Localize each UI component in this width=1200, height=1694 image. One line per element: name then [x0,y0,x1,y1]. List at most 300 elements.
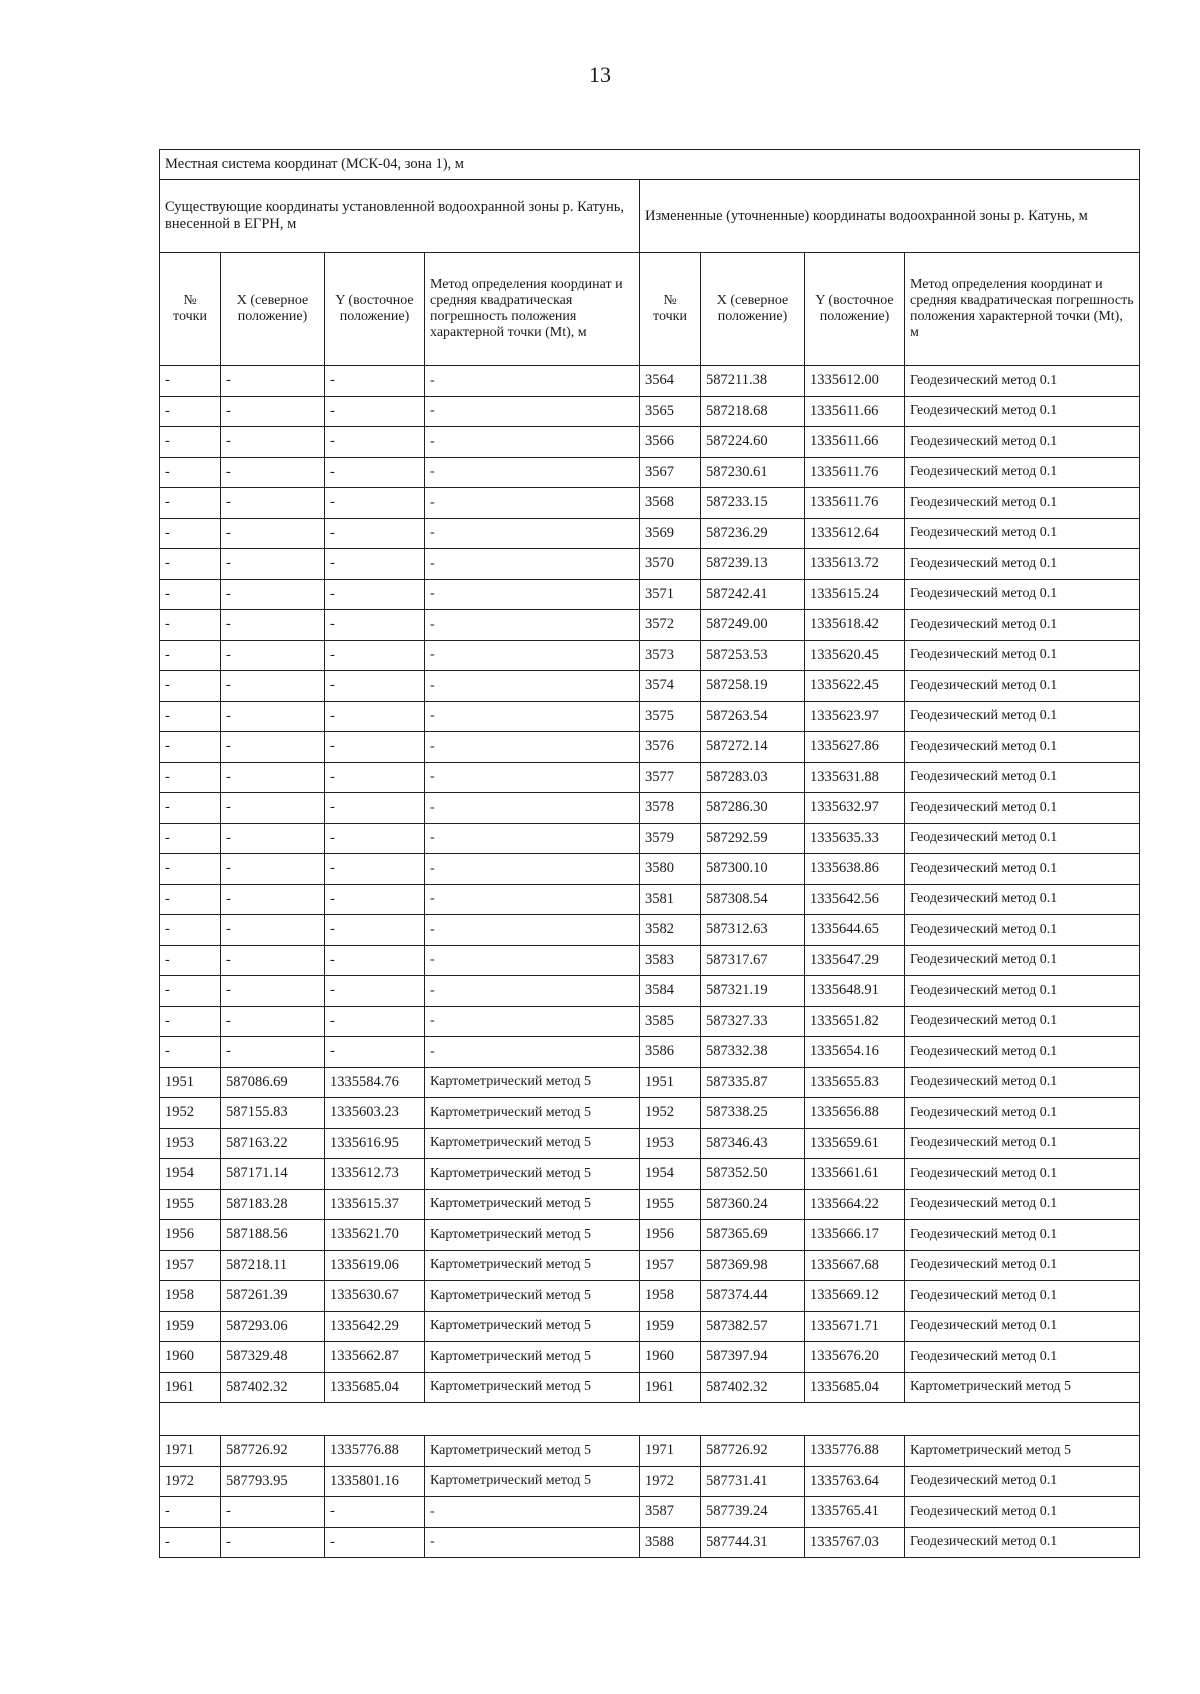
table-row [160,427,1140,458]
existing-y: - [325,1527,425,1558]
gap-row [160,1403,1140,1436]
changed-method: Геодезический метод 0.1 [905,1281,1140,1312]
existing-y: - [325,793,425,824]
changed-method: Геодезический метод 0.1 [905,640,1140,671]
changed-x: 587346.43 [701,1128,805,1159]
changed-point-num: 1960 [640,1342,701,1373]
existing-point-num: 1958 [160,1281,221,1312]
existing-y: 1335612.73 [325,1159,425,1190]
changed-method-header: Метод определения координат и средняя квадратическая погрешность положения характерной точки (Mt), м [905,253,1140,366]
changed-x: 587731.41 [701,1466,805,1497]
existing-x: - [221,976,325,1007]
existing-point-num: 1952 [160,1098,221,1129]
existing-method: - [425,366,640,397]
changed-method: Геодезический метод 0.1 [905,671,1140,702]
table-row [160,1189,1140,1220]
existing-x: 587163.22 [221,1128,325,1159]
changed-y: 1335611.76 [805,488,905,519]
existing-method: - [425,1527,640,1558]
table-row [160,1342,1140,1373]
existing-x: 587086.69 [221,1067,325,1098]
existing-y: - [325,915,425,946]
changed-y: 1335656.88 [805,1098,905,1129]
existing-x: - [221,396,325,427]
changed-y: 1335667.68 [805,1250,905,1281]
changed-method: Геодезический метод 0.1 [905,1497,1140,1528]
changed-method: Геодезический метод 0.1 [905,1189,1140,1220]
existing-method: - [425,1006,640,1037]
existing-x: 587726.92 [221,1436,325,1467]
changed-x: 587744.31 [701,1527,805,1558]
existing-x: - [221,884,325,915]
existing-point-num: - [160,518,221,549]
changed-method: Геодезический метод 0.1 [905,1037,1140,1068]
changed-x: 587239.13 [701,549,805,580]
table-row [160,1220,1140,1251]
changed-y: 1335642.56 [805,884,905,915]
existing-method: Картометрический метод 5 [425,1189,640,1220]
changed-x: 587369.98 [701,1250,805,1281]
existing-y-header: Y (восточное положение) [325,253,425,366]
changed-y: 1335647.29 [805,945,905,976]
changed-point-num: 3584 [640,976,701,1007]
changed-x: 587236.29 [701,518,805,549]
changed-method: Геодезический метод 0.1 [905,793,1140,824]
changed-y-header: Y (восточное положение) [805,253,905,366]
changed-method: Геодезический метод 0.1 [905,427,1140,458]
existing-x: - [221,823,325,854]
changed-method: Геодезический метод 0.1 [905,549,1140,580]
existing-point-num: - [160,854,221,885]
existing-x: - [221,854,325,885]
changed-y: 1335654.16 [805,1037,905,1068]
changed-point-num: 3580 [640,854,701,885]
changed-x: 587249.00 [701,610,805,641]
existing-x: - [221,610,325,641]
existing-method: - [425,610,640,641]
changed-y: 1335767.03 [805,1527,905,1558]
changed-x: 587258.19 [701,671,805,702]
changed-y: 1335627.86 [805,732,905,763]
existing-point-num: - [160,1037,221,1068]
existing-x: - [221,366,325,397]
changed-y: 1335615.24 [805,579,905,610]
changed-y: 1335655.83 [805,1067,905,1098]
existing-method: - [425,427,640,458]
changed-x: 587211.38 [701,366,805,397]
changed-x: 587224.60 [701,427,805,458]
changed-point-num: 3586 [640,1037,701,1068]
existing-method: - [425,549,640,580]
table-row [160,1466,1140,1497]
table-row [160,945,1140,976]
changed-x: 587233.15 [701,488,805,519]
existing-method: - [425,457,640,488]
table-row [160,488,1140,519]
existing-method: - [425,884,640,915]
changed-y: 1335612.00 [805,366,905,397]
existing-point-num: - [160,976,221,1007]
existing-x: - [221,671,325,702]
changed-point-num: 1972 [640,1466,701,1497]
table-row [160,884,1140,915]
changed-y: 1335638.86 [805,854,905,885]
changed-y: 1335620.45 [805,640,905,671]
changed-x: 587374.44 [701,1281,805,1312]
existing-method: - [425,701,640,732]
existing-x: - [221,1006,325,1037]
existing-x: 587793.95 [221,1466,325,1497]
existing-point-num: - [160,732,221,763]
table-row [160,1527,1140,1558]
changed-method: Геодезический метод 0.1 [905,701,1140,732]
changed-x: 587327.33 [701,1006,805,1037]
changed-x: 587253.53 [701,640,805,671]
changed-method: Геодезический метод 0.1 [905,1250,1140,1281]
existing-method: - [425,945,640,976]
changed-x: 587272.14 [701,732,805,763]
existing-num-header: № точки [160,253,221,366]
existing-point-num: 1971 [160,1436,221,1467]
existing-x: - [221,915,325,946]
changed-point-num: 3582 [640,915,701,946]
existing-method: Картометрический метод 5 [425,1220,640,1251]
changed-method: Геодезический метод 0.1 [905,579,1140,610]
changed-point-num: 1951 [640,1067,701,1098]
existing-x: - [221,701,325,732]
changed-num-header: № точки [640,253,701,366]
existing-point-num: 1961 [160,1372,221,1403]
table-row [160,457,1140,488]
changed-y: 1335618.42 [805,610,905,641]
existing-x: - [221,518,325,549]
existing-point-num: 1959 [160,1311,221,1342]
table-row [160,1497,1140,1528]
changed-x-header: X (северное положение) [701,253,805,366]
existing-method: Картометрический метод 5 [425,1159,640,1190]
changed-x: 587360.24 [701,1189,805,1220]
table-row [160,640,1140,671]
existing-y: 1335619.06 [325,1250,425,1281]
existing-point-num: - [160,488,221,519]
existing-point-num: 1953 [160,1128,221,1159]
table-row [160,762,1140,793]
existing-point-num: - [160,701,221,732]
changed-x: 587308.54 [701,884,805,915]
existing-y: 1335616.95 [325,1128,425,1159]
table-row [160,1250,1140,1281]
existing-y: - [325,457,425,488]
changed-y: 1335635.33 [805,823,905,854]
existing-x: - [221,640,325,671]
existing-y: - [325,976,425,1007]
changed-method: Геодезический метод 0.1 [905,1159,1140,1190]
changed-y: 1335612.64 [805,518,905,549]
table-row [160,1436,1140,1467]
changed-method: Геодезический метод 0.1 [905,1128,1140,1159]
changed-y: 1335763.64 [805,1466,905,1497]
table-row [160,854,1140,885]
table-row [160,1098,1140,1129]
existing-x: 587329.48 [221,1342,325,1373]
changed-point-num: 3583 [640,945,701,976]
existing-y: - [325,518,425,549]
changed-point-num: 3565 [640,396,701,427]
changed-x: 587300.10 [701,854,805,885]
existing-method: Картометрический метод 5 [425,1281,640,1312]
changed-point-num: 3571 [640,579,701,610]
table-row [160,1159,1140,1190]
existing-point-num: 1957 [160,1250,221,1281]
existing-point-num: - [160,1527,221,1558]
changed-point-num: 3587 [640,1497,701,1528]
table-row [160,976,1140,1007]
changed-method: Геодезический метод 0.1 [905,732,1140,763]
existing-method: - [425,396,640,427]
existing-point-num: - [160,1497,221,1528]
existing-method: - [425,1037,640,1068]
changed-method: Геодезический метод 0.1 [905,854,1140,885]
existing-x-header: X (северное положение) [221,253,325,366]
changed-point-num: 3574 [640,671,701,702]
existing-method: - [425,732,640,763]
changed-point-num: 3575 [640,701,701,732]
changed-y: 1335666.17 [805,1220,905,1251]
changed-y: 1335613.72 [805,549,905,580]
table-row [160,671,1140,702]
existing-y: - [325,823,425,854]
changed-method: Геодезический метод 0.1 [905,1527,1140,1558]
changed-point-num: 3577 [640,762,701,793]
existing-x: 587218.11 [221,1250,325,1281]
table-row [160,396,1140,427]
existing-method: - [425,671,640,702]
changed-x: 587726.92 [701,1436,805,1467]
existing-y: - [325,396,425,427]
gap-cell [160,1403,1140,1436]
existing-point-num: - [160,762,221,793]
changed-method: Геодезический метод 0.1 [905,396,1140,427]
changed-y: 1335659.61 [805,1128,905,1159]
changed-point-num: 3573 [640,640,701,671]
existing-point-num: - [160,1006,221,1037]
changed-point-num: 1952 [640,1098,701,1129]
existing-method: - [425,976,640,1007]
existing-point-num: 1956 [160,1220,221,1251]
changed-coordinates-header: Измененные (уточненные) координаты водоохранной зоны р. Катунь, м [640,180,1140,253]
changed-x: 587352.50 [701,1159,805,1190]
changed-method: Геодезический метод 0.1 [905,1220,1140,1251]
changed-y: 1335631.88 [805,762,905,793]
changed-method: Геодезический метод 0.1 [905,366,1140,397]
existing-point-num: - [160,579,221,610]
changed-method: Геодезический метод 0.1 [905,945,1140,976]
existing-point-num: 1955 [160,1189,221,1220]
table-row [160,823,1140,854]
changed-method: Геодезический метод 0.1 [905,762,1140,793]
changed-point-num: 1953 [640,1128,701,1159]
group-header-row [160,180,1140,253]
changed-point-num: 3569 [640,518,701,549]
existing-method-header: Метод определения координат и средняя квадратическая погрешность положения характерной точки (Mt), м [425,253,640,366]
existing-x: - [221,945,325,976]
changed-method: Геодезический метод 0.1 [905,610,1140,641]
existing-point-num: - [160,671,221,702]
existing-y: 1335584.76 [325,1067,425,1098]
coordinates-table [159,149,1140,1558]
changed-x: 587321.19 [701,976,805,1007]
changed-y: 1335623.97 [805,701,905,732]
existing-x: 587188.56 [221,1220,325,1251]
changed-y: 1335664.22 [805,1189,905,1220]
existing-method: - [425,488,640,519]
changed-point-num: 1961 [640,1372,701,1403]
existing-x: 587183.28 [221,1189,325,1220]
changed-method: Картометрический метод 5 [905,1436,1140,1467]
existing-y: 1335801.16 [325,1466,425,1497]
existing-y: - [325,1037,425,1068]
existing-y: - [325,427,425,458]
existing-x: - [221,1037,325,1068]
existing-point-num: - [160,915,221,946]
table-row [160,701,1140,732]
existing-y: - [325,701,425,732]
changed-y: 1335611.66 [805,396,905,427]
existing-y: - [325,884,425,915]
existing-method: Картометрический метод 5 [425,1372,640,1403]
table-row [160,518,1140,549]
existing-y: - [325,366,425,397]
changed-method: Геодезический метод 0.1 [905,1098,1140,1129]
changed-x: 587397.94 [701,1342,805,1373]
changed-method: Геодезический метод 0.1 [905,1342,1140,1373]
existing-point-num: 1954 [160,1159,221,1190]
table-row [160,549,1140,580]
changed-point-num: 1956 [640,1220,701,1251]
changed-point-num: 3579 [640,823,701,854]
changed-x: 587335.87 [701,1067,805,1098]
existing-y: 1335776.88 [325,1436,425,1467]
table-row [160,1281,1140,1312]
changed-x: 587365.69 [701,1220,805,1251]
table-row [160,610,1140,641]
changed-y: 1335669.12 [805,1281,905,1312]
table-row [160,1372,1140,1403]
changed-x: 587338.25 [701,1098,805,1129]
existing-y: 1335630.67 [325,1281,425,1312]
changed-y: 1335676.20 [805,1342,905,1373]
existing-point-num: - [160,396,221,427]
table-row [160,732,1140,763]
existing-y: 1335685.04 [325,1372,425,1403]
existing-method: - [425,793,640,824]
existing-method: - [425,1497,640,1528]
table-row [160,579,1140,610]
changed-y: 1335671.71 [805,1311,905,1342]
existing-y: - [325,610,425,641]
existing-x: - [221,427,325,458]
changed-method: Геодезический метод 0.1 [905,518,1140,549]
changed-y: 1335685.04 [805,1372,905,1403]
changed-y: 1335622.45 [805,671,905,702]
existing-y: - [325,549,425,580]
coordinate-system-title: Местная система координат (МСК-04, зона 1), м [160,150,1140,180]
changed-method: Геодезический метод 0.1 [905,1006,1140,1037]
changed-y: 1335651.82 [805,1006,905,1037]
changed-x: 587263.54 [701,701,805,732]
existing-x: 587261.39 [221,1281,325,1312]
changed-point-num: 3581 [640,884,701,915]
changed-y: 1335632.97 [805,793,905,824]
existing-point-num: - [160,427,221,458]
existing-method: - [425,762,640,793]
existing-method: Картометрический метод 5 [425,1067,640,1098]
existing-method: Картометрический метод 5 [425,1342,640,1373]
existing-method: - [425,823,640,854]
existing-y: 1335642.29 [325,1311,425,1342]
existing-y: 1335603.23 [325,1098,425,1129]
existing-method: Картометрический метод 5 [425,1311,640,1342]
table-row [160,793,1140,824]
changed-point-num: 1958 [640,1281,701,1312]
changed-x: 587402.32 [701,1372,805,1403]
changed-method: Геодезический метод 0.1 [905,1067,1140,1098]
existing-point-num: 1972 [160,1466,221,1497]
existing-y: 1335615.37 [325,1189,425,1220]
changed-method: Геодезический метод 0.1 [905,915,1140,946]
changed-method: Геодезический метод 0.1 [905,457,1140,488]
changed-x: 587218.68 [701,396,805,427]
changed-point-num: 3570 [640,549,701,580]
existing-x: - [221,579,325,610]
existing-x: - [221,549,325,580]
changed-method: Геодезический метод 0.1 [905,488,1140,519]
existing-y: - [325,640,425,671]
existing-x: - [221,457,325,488]
existing-x: - [221,793,325,824]
existing-point-num: 1951 [160,1067,221,1098]
table-row [160,1006,1140,1037]
existing-coordinates-header: Существующие координаты установленной водоохранной зоны р. Катунь, внесенной в ЕГРН, м [160,180,640,253]
existing-y: - [325,579,425,610]
changed-y: 1335644.65 [805,915,905,946]
existing-method: - [425,915,640,946]
changed-point-num: 1971 [640,1436,701,1467]
existing-point-num: - [160,823,221,854]
existing-x: 587171.14 [221,1159,325,1190]
existing-x: - [221,1527,325,1558]
existing-method: - [425,579,640,610]
existing-point-num: - [160,884,221,915]
changed-x: 587242.41 [701,579,805,610]
existing-x: - [221,1497,325,1528]
table-row [160,1128,1140,1159]
table-row [160,1311,1140,1342]
existing-x: 587293.06 [221,1311,325,1342]
changed-point-num: 3564 [640,366,701,397]
existing-y: - [325,945,425,976]
existing-y: - [325,854,425,885]
existing-y: - [325,488,425,519]
existing-point-num: - [160,457,221,488]
changed-y: 1335611.66 [805,427,905,458]
existing-method: Картометрический метод 5 [425,1466,640,1497]
page-number: 13 [589,62,611,87]
existing-point-num: - [160,610,221,641]
changed-method: Геодезический метод 0.1 [905,823,1140,854]
changed-x: 587332.38 [701,1037,805,1068]
existing-y: 1335662.87 [325,1342,425,1373]
